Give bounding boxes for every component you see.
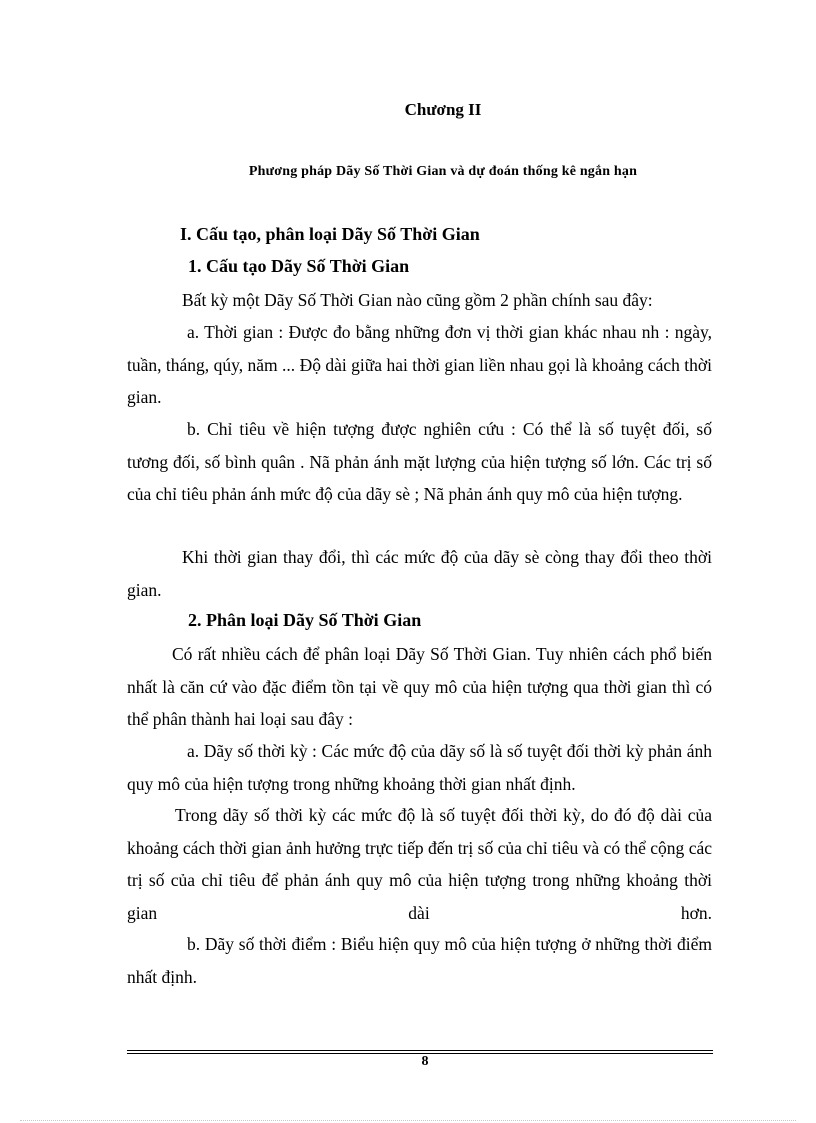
chapter-subtitle: Phương pháp Dãy Số Thời Gian và dự đoán thống kê ngắn hạn bbox=[248, 164, 638, 179]
paragraph-period-detail: Trong dãy số thời kỳ các mức độ là số tuyệt đối thời kỳ, do đó độ dài của khoảng cách thời gian ảnh hưởng trực tiếp đến trị số của chỉ tiêu và có thể cộng các trị số của chỉ tiêu để phản ánh quy mô của hiện tượng trong những khoảng thời gian dài hơn. bbox=[127, 805, 712, 923]
paragraph-a-time: a. Thời gian : Được đo bằng những đơn vị thời gian khác nhau nh : ngày, tuần, tháng, qúy, năm ... Độ dài giữa hai thời gian liền nhau gọi là khoảng cách thời gian. bbox=[127, 322, 712, 407]
paragraph-intro: Bất kỳ một Dãy Số Thời Gian nào cũng gồm 2 phần chính sau đây: bbox=[182, 290, 653, 310]
page-edge-divider bbox=[20, 1120, 796, 1121]
paragraph-b-indicator: b. Chỉ tiêu về hiện tượng được nghiên cứu : Có thể là số tuyệt đối, số tương đối, số bình quân . Nã phản ánh mặt lượng của hiện tượng số lớn. Các trị số của chỉ tiêu phản ánh mức độ của dãy sè ; Nã phản ánh quy mô của hiện tượng. bbox=[127, 419, 712, 504]
paragraph-classification: Có rất nhiều cách để phân loại Dãy Số Thời Gian. Tuy nhiên cách phổ biến nhất là căn cứ vào đặc điểm tồn tại về quy mô của hiện tượng qua thời gian thì có thể phân thành hai loại sau đây : bbox=[127, 644, 712, 729]
footer-rule-top bbox=[127, 1050, 713, 1051]
subsection-heading-2: 2. Phân loại Dãy Số Thời Gian bbox=[188, 610, 422, 630]
paragraph-time-change: Khi thời gian thay đổi, thì các mức độ của dãy sè còng thay đổi theo thời gian. bbox=[127, 547, 712, 600]
paragraph-period-series: a. Dãy số thời kỳ : Các mức độ của dãy số là số tuyệt đối thời kỳ phản ánh quy mô của hiện tượng trong những khoảng thời gian nhất định. bbox=[127, 741, 712, 794]
section-heading: I. Cấu tạo, phân loại Dãy Số Thời Gian bbox=[180, 224, 480, 244]
chapter-title: Chương II bbox=[404, 100, 482, 119]
paragraph-point-series: b. Dãy số thời điểm : Biểu hiện quy mô của hiện tượng ở những thời điểm nhất định. bbox=[127, 934, 712, 987]
subsection-heading-1: 1. Cấu tạo Dãy Số Thời Gian bbox=[188, 256, 410, 276]
page-number: 8 bbox=[421, 1054, 429, 1069]
